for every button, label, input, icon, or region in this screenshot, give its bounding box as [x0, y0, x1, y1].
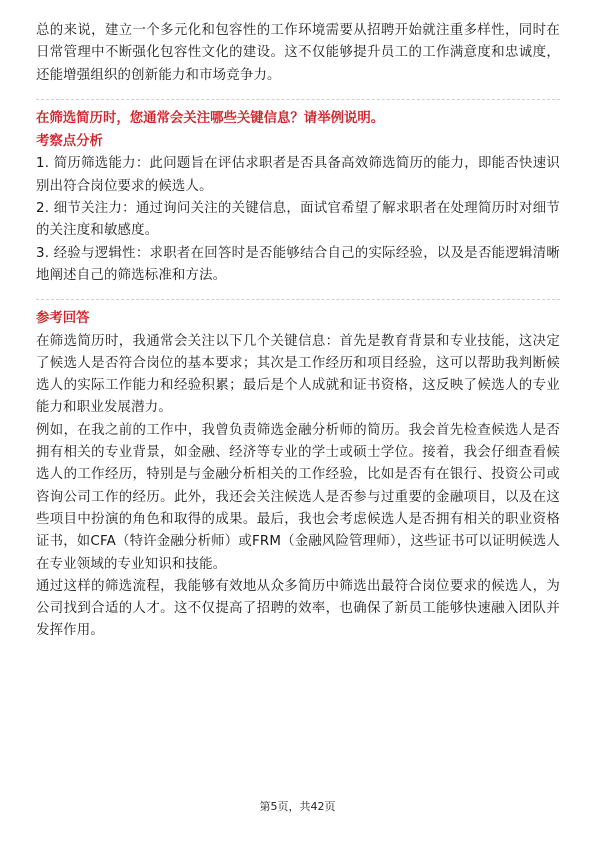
analysis-title: 考察点分析: [36, 134, 103, 150]
answer-paragraph-1: 在筛选简历时，我通常会关注以下几个关键信息：首先是教育背景和专业技能，这决定了候选人是否符合岗位的基本要求；其次是工作经历和项目经验，这可以帮助我判断候选人的实际工作能力和经验积累；最后是个人成就和证书资格，这反映了候选人的专业能力和职业发展潜力。: [36, 333, 560, 416]
analysis-item-2: 2. 细节关注力：通过询问关注的关键信息，面试官希望了解求职者在处理简历时对细节的关注度和敏感度。: [36, 201, 560, 239]
page-content: [36, 20, 560, 643]
analysis-item-3: 3. 经验与逻辑性：求职者在回答时是否能够结合自己的实际经验，以及是否能逻辑清晰地阐述自己的筛选标准和方法。: [36, 245, 560, 283]
answer-title: 参考回答: [36, 311, 90, 327]
section-divider: [36, 299, 560, 300]
intro-paragraph: 总的来说，建立一个多元化和包容性的工作环境需要从招聘开始就注重多样性，同时在日常管理中不断强化包容性文化的建设。这不仅能够提升员工的工作满意度和忠诚度，还能增强组织的创新能力和市场竞争力。: [36, 23, 560, 83]
analysis-item-1: 1. 简历筛选能力：此问题旨在评估求职者是否具备高效筛选简历的能力，即能否快速识别出符合岗位要求的候选人。: [36, 156, 560, 194]
page-number: 第5页，共42页: [259, 800, 336, 813]
answer-paragraph-3: 通过这样的筛选流程，我能够有效地从众多简历中筛选出最符合岗位要求的候选人，为公司找到合适的人才。这不仅提高了招聘的效率，也确保了新员工能够快速融入团队并发挥作用。: [36, 578, 560, 639]
section-divider: [36, 99, 560, 100]
question-heading: 在筛选简历时，您通常会关注哪些关键信息？请举例说明。: [36, 110, 385, 126]
answer-paragraph-2: 例如，在我之前的工作中，我曾负责筛选金融分析师的简历。我会首先检查候选人是否拥有相关的专业背景，如金融、经济等专业的学士或硕士学位。接着，我会仔细查看候选人的工作经历，特别是与金融分析相关的工作经验，比如是否有在银行、投资公司或咨询公司工作的经历。此外，我还会关注候选人是否参与过重要的金融项目，以及在这些项目中扮演的角色和取得的成果。最后，我也会考虑候选人是否拥有相关的职业资格证书，如CFA（特许金融分析师）或FRM（金融风险管理师），这些证书可以证明候选人在专业领域的专业知识和技能。: [36, 422, 560, 572]
